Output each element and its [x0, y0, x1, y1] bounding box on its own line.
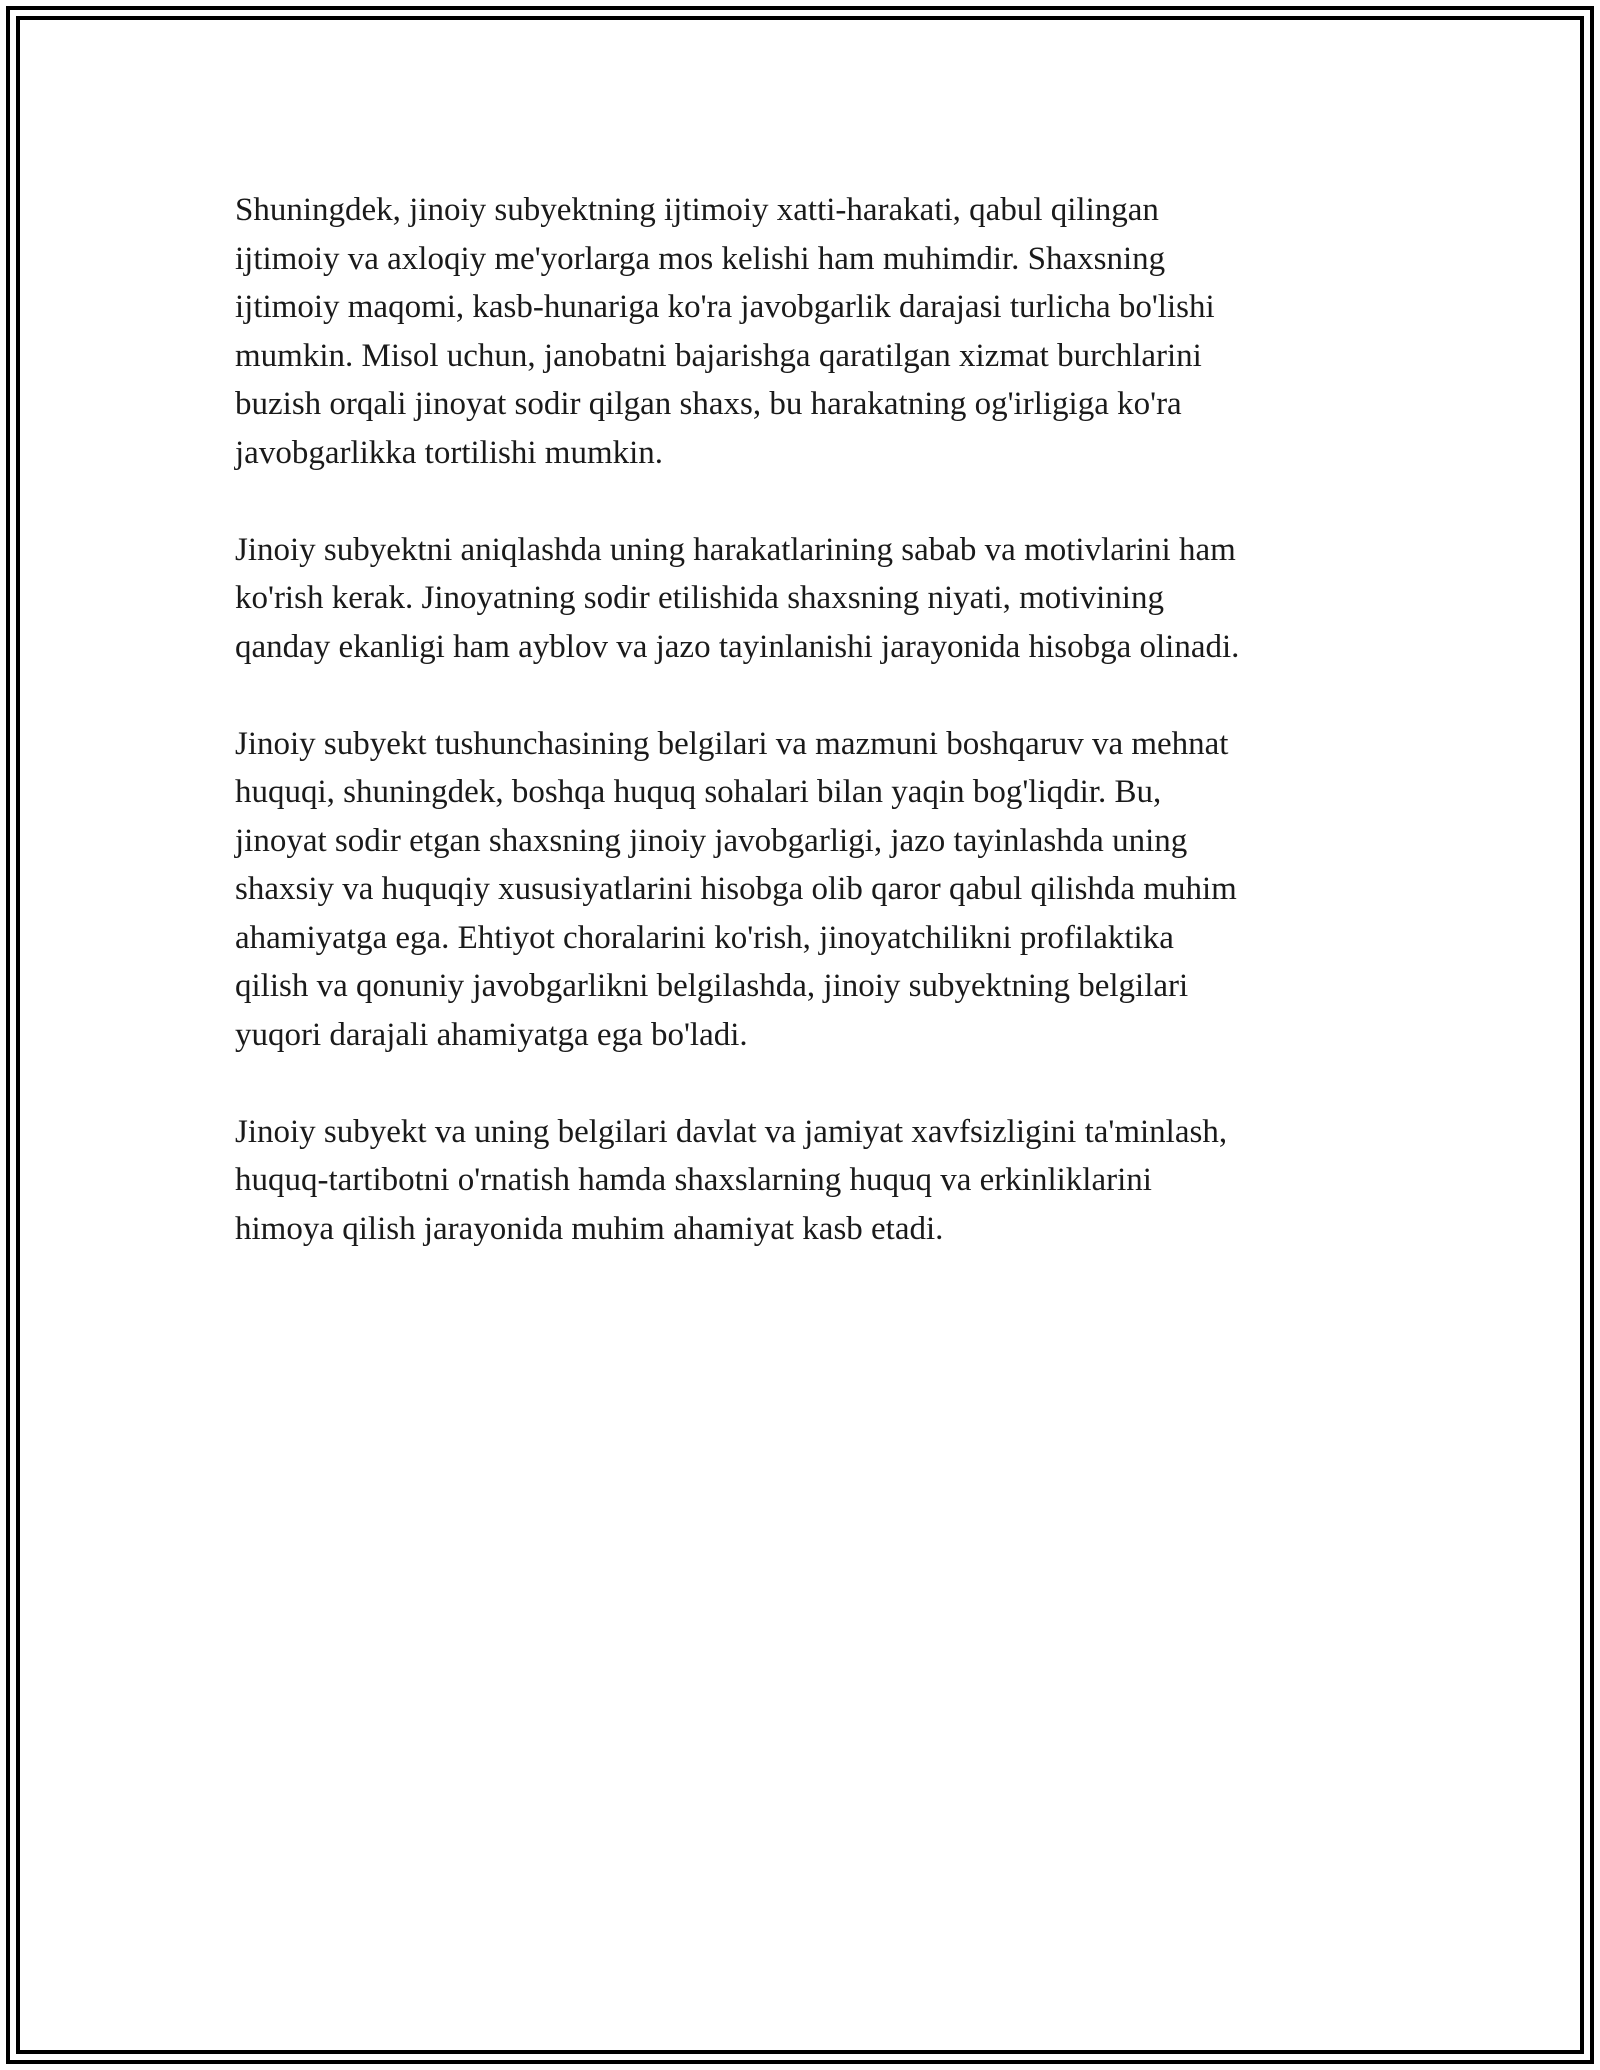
text-line: huquqi, shuningdek, boshqa huquq sohalari bilan yaqin bog'liqdir. Bu,: [235, 774, 1162, 810]
paragraph-1: [235, 186, 1365, 477]
text-line: Jinoiy subyekt va uning belgilari davlat va jamiyat xavfsizligini ta'minlash,: [235, 1113, 1228, 1150]
text-line: Shuningdek, jinoiy subyektning ijtimoiy xatti-harakati, qabul qilingan: [235, 192, 1159, 228]
text-line: ko'rish kerak. Jinoyatning sodir etilishida shaxsning niyati, motivining: [235, 580, 1164, 616]
text-line: Jinoiy subyekt tushunchasining belgilari va mazmuni boshqaruv va mehnat: [235, 725, 1229, 762]
paragraph-4: [235, 1108, 1365, 1254]
text-line: mumkin. Misol uchun, janobatni bajarishga qaratilgan xizmat burchlarini: [235, 337, 1202, 374]
text-line: shaxsiy va huquqiy xususiyatlarini hisobga olib qaror qabul qilishda muhim: [235, 871, 1237, 907]
text-line: qilish va qonuniy javobgarlikni belgilashda, jinoiy subyektning belgilari: [235, 968, 1189, 1004]
text-line: himoya qilish jarayonida muhim ahamiyat kasb etadi.: [235, 1210, 944, 1247]
text-line: yuqori darajali ahamiyatga ega bo'ladi.: [235, 1016, 748, 1053]
text-line: ijtimoiy va axloqiy me'yorlarga mos kelishi ham muhimdir. Shaxsning: [235, 240, 1166, 277]
text-line: jinoyat sodir etgan shaxsning jinoiy javobgarligi, jazo tayinlashda uning: [235, 822, 1188, 859]
text-line: ijtimoiy maqomi, kasb-hunariga ko'ra javobgarlik darajasi turlicha bo'lishi: [235, 289, 1215, 325]
text-line: javobgarlikka tortilishi mumkin.: [235, 434, 664, 471]
paragraph-3: [235, 720, 1365, 1060]
text-line: Jinoiy subyektni aniqlashda uning harakatlarining sabab va motivlarini ham: [235, 531, 1236, 568]
document-body: [235, 186, 1365, 1302]
text-line: qanday ekanligi ham ayblov va jazo tayinlanishi jarayonida hisobga olinadi.: [235, 628, 1240, 665]
paragraph-2: [235, 526, 1365, 672]
text-line: huquq-tartibotni o'rnatish hamda shaxslarning huquq va erkinliklarini: [235, 1162, 1152, 1198]
text-line: ahamiyatga ega. Ehtiyot choralarini ko'rish, jinoyatchilikni profilaktika: [235, 919, 1174, 956]
text-line: buzish orqali jinoyat sodir qilgan shaxs, bu harakatning og'irligiga ko'ra: [235, 386, 1182, 422]
